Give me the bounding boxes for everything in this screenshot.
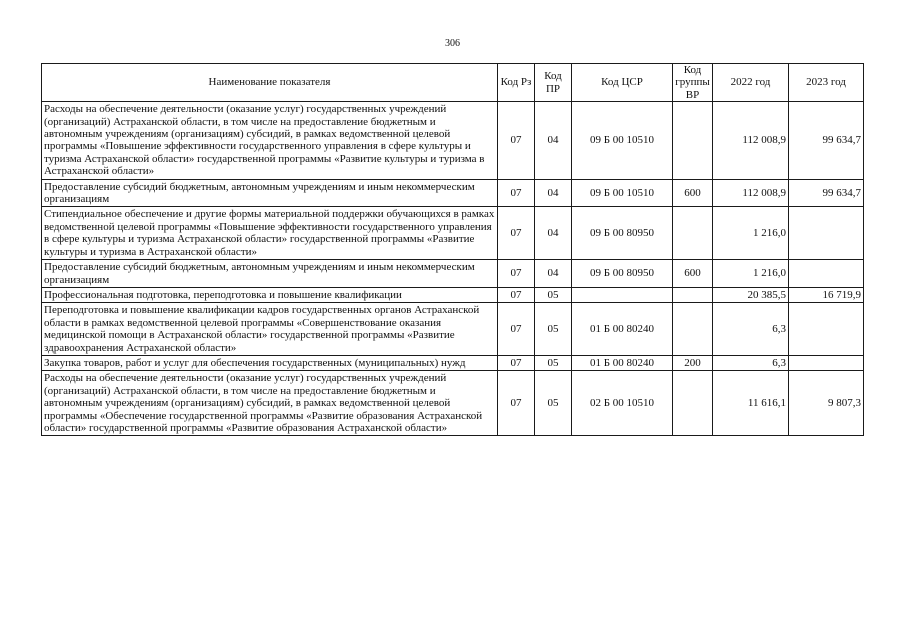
row-value-2022: 1 216,0 [713,260,789,288]
table-row [42,102,864,179]
row-pr: 04 [535,260,572,288]
row-csr: 01 Б 00 80240 [572,355,673,370]
row-value-2022: 11 616,1 [713,371,789,436]
row-value-2023 [789,260,864,288]
row-pr: 05 [535,355,572,370]
page-number: 306 [445,38,460,49]
row-rz: 07 [498,179,535,207]
row-vr [673,303,713,356]
header-vr: Код группы ВР [673,64,713,102]
row-csr: 09 Б 00 80950 [572,207,673,260]
row-csr: 09 Б 00 80950 [572,260,673,288]
row-value-2023: 99 634,7 [789,102,864,179]
row-value-2023: 9 807,3 [789,371,864,436]
table-row [42,371,864,436]
row-csr: 09 Б 00 10510 [572,179,673,207]
row-vr [673,371,713,436]
header-csr: Код ЦСР [572,64,673,102]
row-pr: 04 [535,102,572,179]
header-rz: Код Рз [498,64,535,102]
row-name: Предоставление субсидий бюджетным, автономным учреждениям и иным некоммерческим организациям [42,179,498,207]
row-name: Расходы на обеспечение деятельности (оказание услуг) государственных учреждений (организаций) Астраханской области, в том числе на предоставление бюджетным и автономным учреждениям (организациям) субсидий, в рамках ведомственной целевой программы «Повышение эффективности государственного управления в сфере культуры и туризма Астраханской области» государственной программы «Развитие культуры и туризма в Астраханской области» [42,102,498,179]
row-name: Стипендиальное обеспечение и другие формы материальной поддержки обучающихся в рамках ведомственной целевой программы «Повышение эффективности государственного управления в сфере культуры и туризма Астраханской области» государственной программы «Развитие культуры и туризма в Астраханской области» [42,207,498,260]
row-pr: 04 [535,207,572,260]
row-rz: 07 [498,260,535,288]
row-rz: 07 [498,287,535,302]
row-rz: 07 [498,102,535,179]
row-value-2022: 6,3 [713,355,789,370]
row-vr [673,102,713,179]
budget-table [41,63,864,436]
row-rz: 07 [498,355,535,370]
row-csr: 02 Б 00 10510 [572,371,673,436]
row-pr: 05 [535,303,572,356]
row-rz: 07 [498,207,535,260]
row-value-2023: 99 634,7 [789,179,864,207]
row-value-2022: 6,3 [713,303,789,356]
header-pr: Код ПР [535,64,572,102]
row-name: Закупка товаров, работ и услуг для обеспечения государственных (муниципальных) нужд [42,355,498,370]
header-year-2023: 2023 год [789,64,864,102]
row-vr [673,207,713,260]
row-csr [572,287,673,302]
row-pr: 05 [535,371,572,436]
table-row [42,179,864,207]
row-name: Предоставление субсидий бюджетным, автономным учреждениям и иным некоммерческим организациям [42,260,498,288]
row-vr: 200 [673,355,713,370]
row-value-2023: 16 719,9 [789,287,864,302]
row-pr: 04 [535,179,572,207]
row-vr: 600 [673,260,713,288]
row-name: Переподготовка и повышение квалификации кадров государственных органов Астраханской области в рамках ведомственной целевой программы «Совершенствование оказания медицинской помощи в Астраханской области» государственной программы «Развитие здравоохранения Астраханской области» [42,303,498,356]
row-vr [673,287,713,302]
row-value-2023 [789,207,864,260]
row-value-2022: 112 008,9 [713,179,789,207]
row-value-2022: 112 008,9 [713,102,789,179]
table-row [42,303,864,356]
row-pr: 05 [535,287,572,302]
table-row [42,207,864,260]
row-vr: 600 [673,179,713,207]
row-value-2023 [789,355,864,370]
row-name: Расходы на обеспечение деятельности (оказание услуг) государственных учреждений (организаций) Астраханской области, в том числе на предоставление бюджетным и автономным учреждениям (организациям) субсидий, в рамках ведомственной целевой программы «Обеспечение государственной программы «Развитие образования Астраханской области» государственной программы «Развитие образования Астраханской области» [42,371,498,436]
row-rz: 07 [498,303,535,356]
row-value-2022: 1 216,0 [713,207,789,260]
row-rz: 07 [498,371,535,436]
table-header-row [42,64,864,102]
row-value-2023 [789,303,864,356]
table-row [42,355,864,370]
table-row [42,287,864,302]
row-name: Профессиональная подготовка, переподготовка и повышение квалификации [42,287,498,302]
row-csr: 01 Б 00 80240 [572,303,673,356]
row-value-2022: 20 385,5 [713,287,789,302]
header-name: Наименование показателя [42,64,498,102]
row-csr: 09 Б 00 10510 [572,102,673,179]
header-year-2022: 2022 год [713,64,789,102]
table-row [42,260,864,288]
